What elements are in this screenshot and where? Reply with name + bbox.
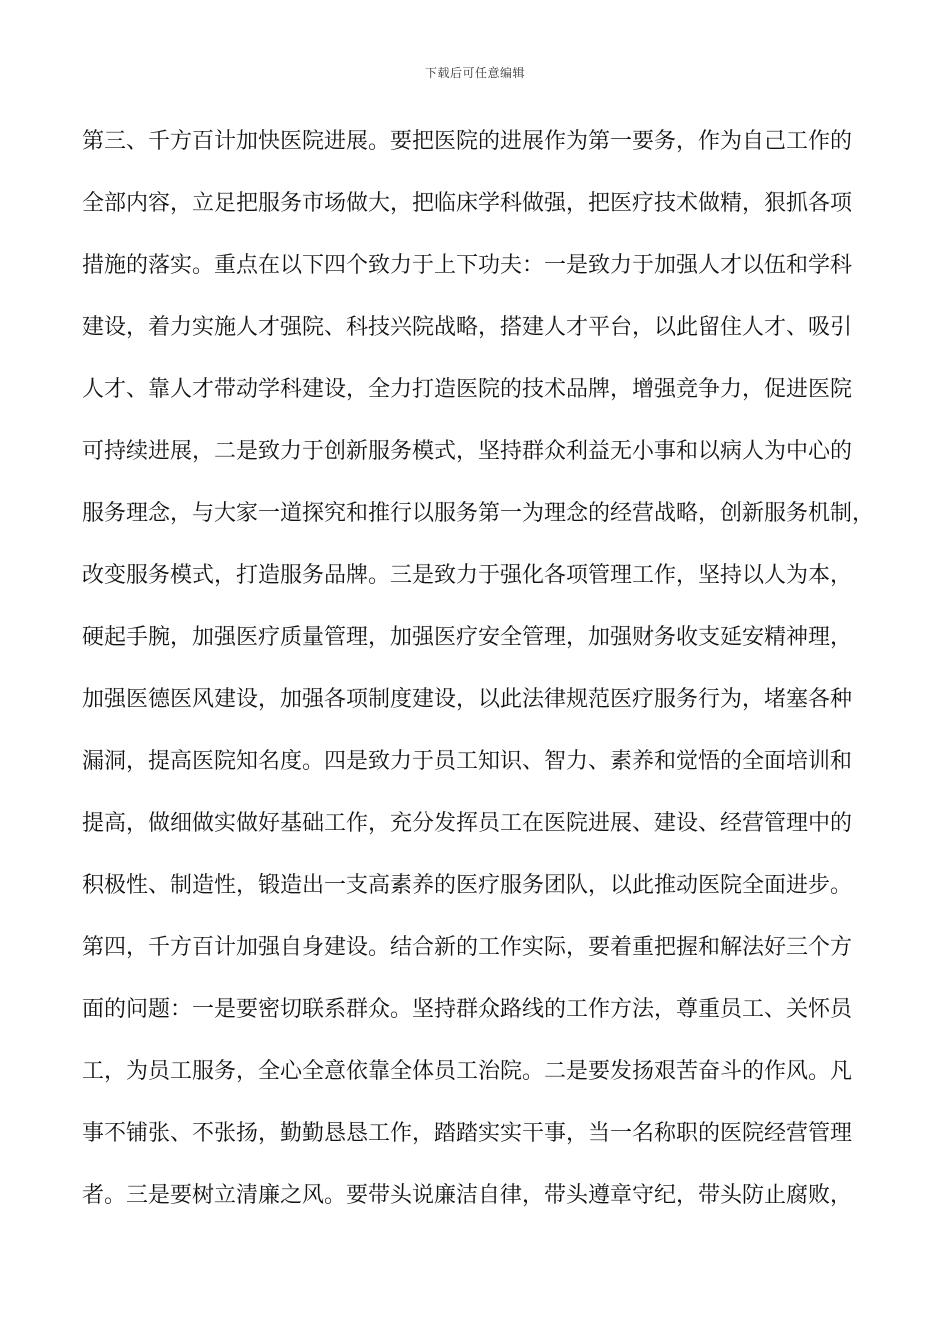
text-line: 措施的落实。重点在以下四个致力于上下功夫：一是致力于加强人才以伍和学科	[82, 253, 853, 278]
text-line: 漏洞，提高医院知名度。四是致力于员工知识、智力、素养和觉悟的全面培训和	[82, 749, 853, 774]
text-line: 积极性、制造性，锻造出一支高素养的医疗服务团队，以此推动医院全面进步。	[82, 873, 853, 898]
text-line: 改变服务模式，打造服务品牌。三是致力于强化各项管理工作，坚持以人为本，	[82, 563, 853, 588]
page-header: 下载后可任意编辑	[424, 66, 525, 80]
text-line: 人才、靠人才带动学科建设，全力打造医院的技术品牌，增强竞争力，促进医院	[82, 377, 853, 402]
text-line: 第四，千方百计加强自身建设。结合新的工作实际，要着重把握和解法好三个方	[82, 935, 853, 960]
text-line: 硬起手腕，加强医疗质量管理，加强医疗安全管理，加强财务收支延安精神理，	[82, 625, 853, 650]
text-line: 可持续进展，二是致力于创新服务模式，坚持群众利益无小事和以病人为中心的	[82, 439, 853, 464]
text-line: 者。三是要树立清廉之风。要带头说廉洁自律，带头遵章守纪，带头防止腐败，	[82, 1183, 853, 1208]
text-line: 事不铺张、不张扬，勤勤恳恳工作，踏踏实实干事，当一名称职的医院经营管理	[82, 1121, 853, 1146]
text-line: 面的问题：一是要密切联系群众。坚持群众路线的工作方法，尊重员工、关怀员	[82, 997, 853, 1022]
text-line: 服务理念，与大家一道探究和推行以服务第一为理念的经营战略，创新服务机制，	[82, 501, 875, 526]
text-line: 加强医德医风建设，加强各项制度建设，以此法律规范医疗服务行为，堵塞各种	[82, 687, 853, 712]
text-line: 工，为员工服务，全心全意依靠全体员工治院。二是要发扬艰苦奋斗的作风。凡	[82, 1059, 853, 1084]
text-line: 提高，做细做实做好基础工作，充分发挥员工在医院进展、建设、经营管理中的	[82, 811, 853, 836]
text-line: 建设，着力实施人才强院、科技兴院战略，搭建人才平台，以此留住人才、吸引	[82, 315, 853, 340]
text-line: 全部内容，立足把服务市场做大，把临床学科做强，把医疗技术做精，狠抓各项	[82, 191, 853, 216]
document-body	[82, 111, 874, 1227]
text-line: 第三、千方百计加快医院进展。要把医院的进展作为第一要务，作为自己工作的	[82, 129, 853, 154]
